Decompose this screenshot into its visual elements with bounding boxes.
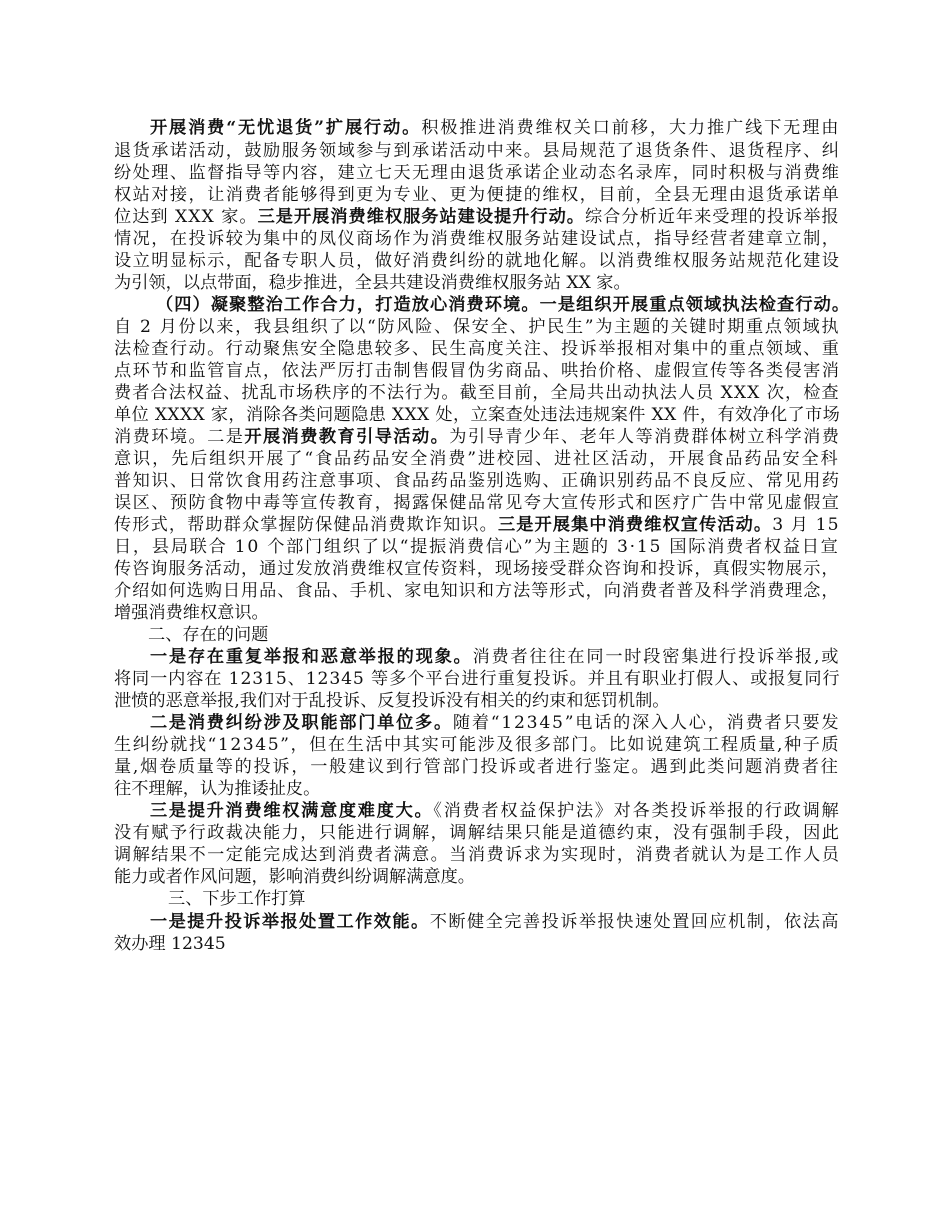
bold-text-run: 一是提升投诉举报处置工作效能。 xyxy=(150,912,430,932)
bold-text-run: 一是存在重复举报和恶意举报的现象。 xyxy=(150,647,473,667)
text-line xyxy=(114,777,320,801)
text-run: 传咨询服务活动，通过发放消费维权宣传资料，现场接受群众咨询和投诉，真假实物展示， xyxy=(114,559,840,579)
text-run: 没有赋予行政裁决能力，只能进行调解，调解结果只能是道德约束，没有强制手段，因此 xyxy=(114,823,841,843)
text-run: 单位 XXXX 家，消除各类问题隐患 XXX 处，立案查处违法违规案件 XX 件，有效净化了市场 xyxy=(114,405,841,425)
text-line xyxy=(150,645,840,669)
text-line xyxy=(114,249,840,273)
text-line xyxy=(114,865,475,889)
text-line xyxy=(114,843,840,867)
text-line xyxy=(114,271,631,295)
text-run: 自 2 月份以来，我县组织了以“防风险、保安全、护民生”为主题的关键时期重点领域执 xyxy=(114,317,841,337)
text-run: 纷处理、监督指导等内容，建立七天无理由退货承诺企业动态名录库，同时积极与消费维 xyxy=(114,163,841,183)
bold-text-run: 二是消费纠纷涉及职能部门单位多。 xyxy=(150,713,453,733)
text-run: 位达到 XXX 家。 xyxy=(114,207,258,227)
text-line xyxy=(114,403,840,427)
text-run: 生纠纷就找“12345”，但在生活中其实可能涉及很多部门。比如说建筑工程质量,种子质 xyxy=(114,735,841,755)
text-line xyxy=(150,116,840,140)
text-line xyxy=(114,227,840,251)
text-line xyxy=(114,579,840,603)
text-run: 意识，先后组织开展了“食品药品安全消费”进校园、进社区活动，开展食品药品安全科 xyxy=(114,449,840,469)
text-run: 效办理 12345 xyxy=(114,934,226,954)
text-run: 《消费者权益保护法》对各类投诉举报的行政调解 xyxy=(433,801,841,821)
text-line xyxy=(156,293,850,317)
text-run: 往不理解，认为推诿扯皮。 xyxy=(114,779,321,799)
text-run: 增强消费维权意识。 xyxy=(114,603,269,623)
text-line xyxy=(114,491,840,515)
text-run: 普知识、日常饮食用药注意事项、食品药品鉴别选购、正确识别药品不良反应、常见用药 xyxy=(114,471,841,491)
text-run: 日，县局联合 10 个部门组织了以“提振消费信心”为主题的 3·15 国际消费者权益日宣 xyxy=(114,537,840,557)
text-run: 积极推进消费维权关口前移，大力推广线下无理由 xyxy=(421,118,841,138)
text-line xyxy=(114,689,669,713)
text-run: 退货承诺活动，鼓励服务领域参与到承诺活动中来。县局规范了退货条件、退货程序、纠 xyxy=(114,141,841,161)
text-run: 消费环境。二是 xyxy=(114,427,245,447)
bold-text-run: 三是开展集中消费维权宣传活动。 xyxy=(497,515,773,535)
text-line xyxy=(114,821,840,845)
text-line xyxy=(114,733,840,757)
text-run: 泄愤的恶意举报,我们对于乱投诉、反复投诉没有相关的约束和惩罚机制。 xyxy=(114,691,670,711)
text-run: 误区、预防食物中毒等宣传教育，揭露保健品常见夸大宣传形式和医疗广告中常见虚假宣 xyxy=(114,493,841,513)
text-line xyxy=(150,711,840,735)
text-run: 二、存在的问题 xyxy=(148,625,269,645)
text-run: 点环节和监管盲点，依法严厉打击制售假冒伪劣商品、哄抬价格、虚假宣传等各类侵害消 xyxy=(114,361,841,381)
text-run: 费者合法权益、扰乱市场秩序的不法行为。截至目前，全局共出动执法人员 XXX 次，检查 xyxy=(114,383,840,403)
text-line xyxy=(114,755,840,779)
text-line xyxy=(114,932,226,956)
text-run: 量,烟卷质量等的投诉，一般建议到行管部门投诉或者进行鉴定。遇到此类问题消费者往 xyxy=(114,757,840,777)
bold-text-run: 开展消费教育引导活动。 xyxy=(244,427,450,447)
text-line xyxy=(114,469,840,493)
text-run: 三、下步工作打算 xyxy=(168,889,306,909)
text-run: 设立明显标示，配备专职人员，做好消费纠纷的就地化解。以消费维权服务站规范化建设 xyxy=(114,251,841,271)
text-run: 随着“12345”电话的深入人心，消费者只要发 xyxy=(452,713,841,733)
text-line xyxy=(114,205,840,229)
text-line xyxy=(114,359,840,383)
text-run: 传形式，帮助群众掌握防保健品消费欺诈知识。 xyxy=(114,515,498,535)
text-line xyxy=(148,623,268,647)
text-run: 3 月 15 xyxy=(772,515,840,535)
text-line xyxy=(114,381,840,405)
text-run: 将同一内容在 12315、12345 等多个平台进行重复投诉。并且有职业打假人、或报复同行 xyxy=(114,669,841,689)
text-run: 情况，在投诉较为集中的凤仪商场作为消费维权服务站建设试点，指导经营者建章立制， xyxy=(114,229,841,249)
text-line xyxy=(114,535,840,559)
text-run: 介绍如何选购日用品、食品、手机、家电知识和方法等形式，向消费者普及科学消费理念， xyxy=(114,581,840,601)
text-line xyxy=(114,513,840,537)
text-line xyxy=(114,667,840,691)
text-run: 为引导青少年、老年人等消费群体树立科学消费 xyxy=(449,427,841,447)
text-run: 消费者往往在同一时段密集进行投诉举报,或 xyxy=(472,647,841,667)
bold-text-run: 开展消费“无忧退货”扩展行动。 xyxy=(150,118,422,138)
text-run: 能力或者作风问题，影响消费纠纷调解满意度。 xyxy=(114,867,475,887)
text-line xyxy=(114,337,840,361)
text-line xyxy=(114,315,840,339)
text-line xyxy=(114,557,840,581)
text-line xyxy=(150,910,840,934)
text-line xyxy=(114,447,840,471)
text-line xyxy=(114,601,269,625)
bold-text-run: 三是开展消费维权服务站建设提升行动。 xyxy=(257,207,585,227)
text-run: 调解结果不一定能完成达到消费者满意。当消费诉求为实现时，消费者就认为是工作人员 xyxy=(114,845,841,865)
text-run: 法检查行动。行动聚焦安全隐患较多、民生高度关注、投诉举报相对集中的重点领域、重 xyxy=(114,339,841,359)
bold-text-run: 三是提升消费维权满意度难度大。 xyxy=(150,801,434,821)
text-run: 不断健全完善投诉举报快速处置回应机制，依法高 xyxy=(429,912,840,932)
text-line xyxy=(168,887,306,911)
text-line xyxy=(114,425,840,449)
text-run: 为引领，以点带面，稳步推进，全县共建设消费维权服务站 XX 家。 xyxy=(114,273,631,293)
bold-text-run: （四）凝聚整治工作合力，打造放心消费环境。一是组织开展重点领域执法检查行动。 xyxy=(156,295,851,315)
text-line xyxy=(114,183,840,207)
text-line xyxy=(150,799,840,823)
text-run: 综合分析近年来受理的投诉举报 xyxy=(584,207,840,227)
text-run: 权站对接，让消费者能够得到更为专业、更为便捷的维权，目前，全县无理由退货承诺单 xyxy=(114,185,841,205)
text-line xyxy=(114,161,840,185)
text-line xyxy=(114,139,840,163)
